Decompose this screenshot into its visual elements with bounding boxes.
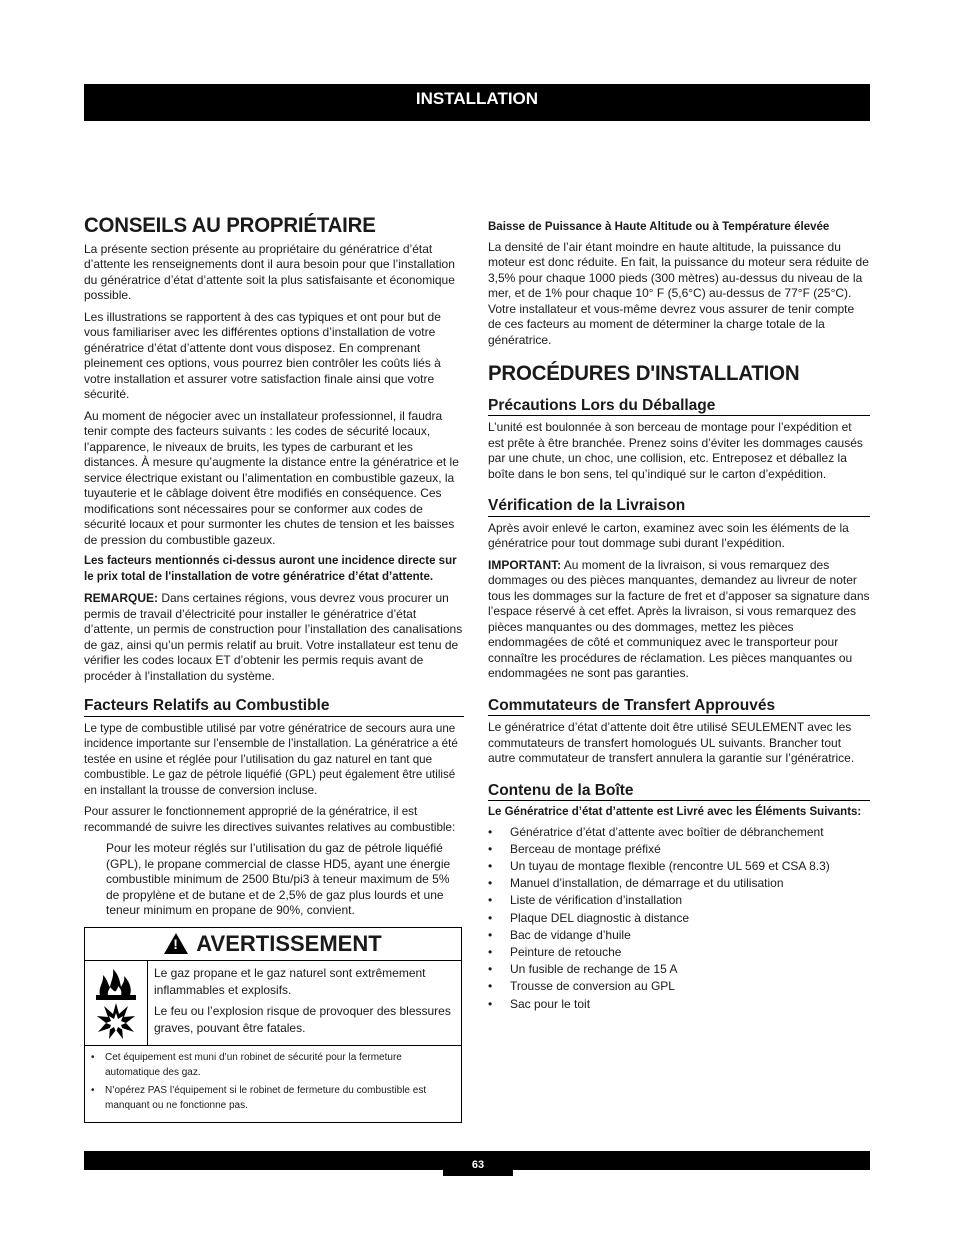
lpg-paragraph: Pour les moteur réglés sur l’utilisation du gaz de pétrole liquéfié (GPL), le propane commercial de classe HD5, ayant une énergie combustible minimum de 2500 Btu/pi3 à teneur maximum de 5% de propylène et de butane et de 2,5% de gaz plus lourds et une teneur minimum en propane de 90%, convient. <box>106 841 451 917</box>
list-item: • Liste de vérification d’installation <box>488 893 683 908</box>
procedures-heading: PROCÉDURES D'INSTALLATION <box>488 361 800 385</box>
cost-note: Les facteurs mentionnés ci-dessus auront une incidence directe sur le prix total de l'installation de votre génératrice d’état d’attente. <box>84 555 457 583</box>
page-number: 63 <box>443 1151 513 1176</box>
paragraph: Les illustrations se rapportent à des cas typiques et ont pour but de vous familiariser avec les différentes options d’installation de votre génératrice d’état d’attente dont vous disposez. En comprenant pleinement ces options, vous pourrez bien contrôler les coûts liés à votre installation et assurer votre satisfaction finale ainsi que votre sécurité. <box>84 309 441 401</box>
explosion-icon <box>96 1001 136 1041</box>
fuel-factors-heading: Facteurs Relatifs au Combustible <box>84 698 464 717</box>
left-column <box>84 213 464 1123</box>
fire-icon <box>94 965 138 1001</box>
list-item: • Peinture de retouche <box>488 944 622 959</box>
warning-title: AVERTISSEMENT <box>196 930 382 956</box>
warning-triangle-icon: ! <box>164 933 188 954</box>
delivery-heading: Vérification de la Livraison <box>488 498 870 517</box>
list-item: • Génératrice d’état d’attente avec boîtier de débranchement <box>488 824 824 839</box>
warning-box <box>84 927 462 1123</box>
altitude-heading: Baisse de Puissance à Haute Altitude ou à Température élevée <box>488 221 830 233</box>
list-item: • Un tuyau de montage flexible (rencontre UL 569 et CSA 8.3) <box>488 858 830 873</box>
section-header-bar <box>84 84 870 121</box>
unpacking-heading: Précautions Lors du Déballage <box>488 398 870 417</box>
list-item: • Berceau de montage préfixé <box>488 841 661 856</box>
warning-text-1: Le gaz propane et le gaz naturel sont extrêmement inflammables et explosifs. <box>154 965 426 997</box>
list-item: • Sac pour le toit <box>488 996 591 1011</box>
box-contents-heading: Contenu de la Boîte <box>488 783 870 802</box>
box-contents-list <box>488 824 870 1013</box>
paragraph: La densité de l’air étant moindre en haute altitude, la puissance du moteur est donc réduite. En fait, la puissance du moteur sera réduite de 3,5% pour chaque 1000 pieds (300 mètres) au-dessus du niveau de la mer, et de 1% pour chaque 10° F (5,6°C) au-dessus de 77°F (25°C). Votre installateur et vous-même devrez vous assurer de tenir compte de ces facteurs au moment de déterminer la charge totale de la génératrice. <box>488 239 869 347</box>
warning-text <box>148 961 461 1045</box>
warning-icons <box>85 961 148 1045</box>
list-item: • Cet équipement est muni d’un robinet de sécurité pour la fermeture automatique des gaz. <box>91 1051 402 1078</box>
paragraph: Le type de combustible utilisé par votre génératrice de secours aura une incidence importante sur l’ensemble de l’installation. La génératrice a été testée en usine et réglée pour l’utilisation du gaz naturel en tant que combustible. Le gaz de pétrole liquéfié (GPL) peut également être utilisé en installant la trousse de conversion incluse. <box>84 721 458 797</box>
box-contents-intro: Le Génératrice d’état d’attente est Livré avec les Éléments Suivants: <box>488 806 862 818</box>
remark-label: REMARQUE: <box>84 591 158 605</box>
paragraph: Le génératrice d’état d’attente doit être utilisé SEULEMENT avec les commutateurs de transfert homologués UL suivants. Brancher tout autre commutateur de transfert annulera la garantie sur l’génératrice. <box>488 720 855 765</box>
section-header-title: INSTALLATION <box>415 89 539 108</box>
right-column <box>488 220 870 1013</box>
warning-body <box>85 961 461 1046</box>
list-item: • N’opérez PAS l’équipement si le robinet de fermeture du combustible est manquant ou ne fonctionne pas. <box>91 1084 427 1111</box>
remark-paragraph <box>84 591 464 684</box>
warning-text-2: Le feu ou l’explosion risque de provoquer des blessures graves, pouvant être fatales. <box>154 1003 451 1035</box>
important-text: Au moment de la livraison, si vous remarquez des dommages ou des pièces manquantes, demandez au livreur de noter tous les dommages sur la facture de fret et d’apposer sa signature dans l’espace réservé à cet effet. Après la livraison, si vous remarquez des pièces manquantes ou des dommages, mettez les pièces endommagées de côté et communiquez avec le transporteur pour connaître les procédures de réclamation. Les pièces manquantes ou endommagées ne sont pas garanties. <box>488 557 870 680</box>
paragraph: Après avoir enlevé le carton, examinez avec soin les éléments de la génératrice pour tout dommage subi durant l’expédition. <box>488 520 849 550</box>
remark-text: Dans certaines régions, vous devrez vous procurer un permis de travail d’électricité pour installer le génératrice d’état d’attente, un permis de construction pour l’installation des canalisations de gaz, ainsi qu’un permis relatif au bruit. Votre installateur est tenu de vérifier les codes locaux ET d’obtenir les permis requis avant de procéder à l’installation du système. <box>84 591 463 683</box>
important-paragraph <box>488 558 870 682</box>
list-item: • Un fusible de rechange de 15 A <box>488 962 678 977</box>
important-label: IMPORTANT: <box>488 557 562 572</box>
list-item: • Trousse de conversion au GPL <box>488 979 675 994</box>
list-item: • Manuel d’installation, de démarrage et du utilisation <box>488 876 784 891</box>
paragraph: L’unité est boulonnée à son berceau de montage pour l’expédition et est prête à être branchée. Prenez soins d’éviter les dommages causés par une chute, un choc, une collision, etc. Entreposez et déballez la boîte dans le bon sens, tel qu’indiqué sur le carton d’expédition. <box>488 420 863 481</box>
transfer-switch-heading: Commutateurs de Transfert Approuvés <box>488 698 870 717</box>
owner-tips-heading: CONSEILS AU PROPRIÉTAIRE <box>84 213 376 237</box>
paragraph: Au moment de négocier avec un installateur professionnel, il faudra tenir compte des facteurs suivants : les codes de sécurité locaux, l’apparence, le niveaux de bruits, les types de carburant et les distances. À mesure qu’augmente la distance entre la génératrice et le service électrique existant ou l’alimentation en combustible gazeux, la tuyauterie et le câblage doivent être modifiés en conséquence. Ces modifications sont nécessaires pour se conformer aux codes de sécurité locaux et pour surmonter les chutes de tension et les baisses de pression du combustible gazeux. <box>84 408 459 547</box>
paragraph: Pour assurer le fonctionnement approprié de la génératrice, il est recommandé de suivre les directives suivantes relatives au combustible: <box>84 805 456 834</box>
warning-bullets <box>85 1046 461 1122</box>
paragraph: La présente section présente au propriétaire du génératrice d’état d’attente les renseignements dont il aura besoin pour que l’installation du génératrice d’état d’attente soit la plus satisfaisante et économique possible. <box>84 241 455 302</box>
warning-header <box>85 928 461 961</box>
list-item: • Bac de vidange d’huile <box>488 927 631 942</box>
list-item: • Plaque DEL diagnostic à distance <box>488 910 690 925</box>
